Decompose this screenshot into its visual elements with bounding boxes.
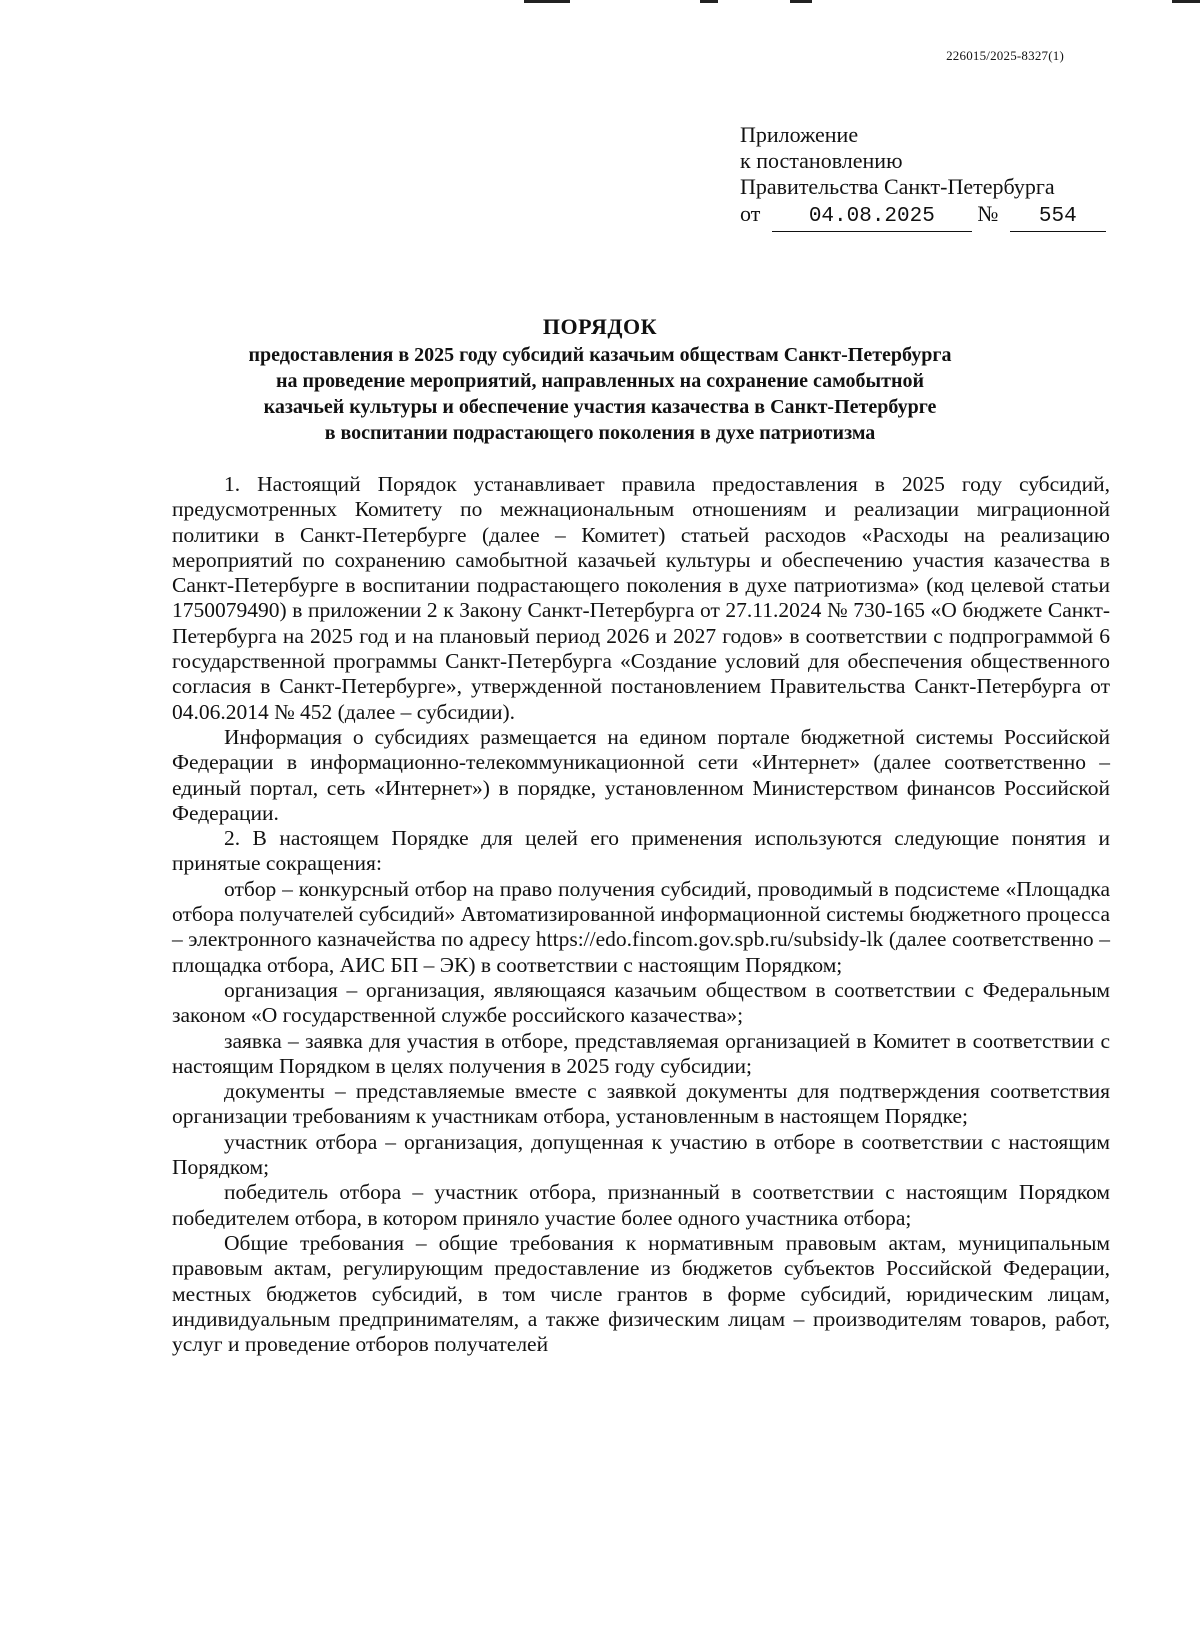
- paragraph-definition-organization: организация – организация, являющаяся казачьим обществом в соответствии с Федеральным законом «О государственной службе российского казачества»;: [172, 977, 1110, 1028]
- appendix-header: [740, 122, 1100, 232]
- paragraph-definition-application: заявка – заявка для участия в отборе, представляемая организацией в Комитет в соответствии с настоящим Порядком в целях получения в 2025 году субсидии;: [172, 1028, 1110, 1078]
- paragraph-definition-participant: участник отбора – организация, допущенная к участию в отборе в соответствии с настоящим Порядком;: [172, 1129, 1110, 1180]
- paragraph-definition-documents: документы – представляемые вместе с заявкой документы для подтверждения соответствия организации требованиям к участникам отбора, установленным в настоящем Порядке;: [172, 1079, 1110, 1129]
- scan-mark: [1172, 0, 1200, 3]
- appendix-line-3: Правительства Санкт-Петербурга: [740, 174, 1055, 199]
- document-title: [180, 312, 1020, 446]
- appendix-line-2: к постановлению: [740, 148, 903, 173]
- paragraph-1: 1. Настоящий Порядок устанавливает правила предоставления в 2025 году субсидий, предусмотренных Комитету по межнациональным отношениям и реализации миграционной политики в Санкт-Петербурге (далее – Комитет) статьей расходов «Расходы на реализацию мероприятий по сохранению самобытной казачьей культуры и обеспечению участия казачества в Санкт-Петербурге в воспитании подрастающего поколения в духе патриотизма» (код целевой статьи 1750079490) в приложении 2 к Закону Санкт-Петербурга от 27.11.2024 № 730-165 «О бюджете Санкт-Петербурга на 2025 год и на плановый период 2026 и 2027 годов» в соответствии с подпрограммой 6 государственной программы Санкт-Петербурга «Создание условий для обеспечения общественного согласия в Санкт-Петербурге», утвержденной постановлением Правительства Санкт-Петербурга от 04.06.2014 № 452 (далее – субсидии).: [172, 472, 1110, 724]
- resolution-number: 554: [1010, 203, 1106, 232]
- title-line-2: на проведение мероприятий, направленных на сохранение самобытной: [275, 370, 924, 392]
- title-line-1: предоставления в 2025 году субсидий казачьим обществам Санкт-Петербурга: [248, 344, 952, 366]
- paragraph-definition-winner: победитель отбора – участник отбора, признанный в соответствии с настоящим Порядком победителем отбора, в котором приняло участие более одного участника отбора;: [172, 1180, 1110, 1230]
- title-line-4: в воспитании подрастающего поколения в духе патриотизма: [324, 422, 876, 444]
- scan-edge-artifacts: [0, 0, 1200, 6]
- document-body: [172, 472, 1110, 1357]
- scan-mark: [524, 0, 570, 3]
- paragraph-definition-general-requirements: Общие требования – общие требования к нормативным правовым актам, муниципальным правовым актам, регулирующим предоставление из бюджетов субъектов Российской Федерации, местных бюджетов субсидий, в том числе грантов в форме субсидий, юридическим лицам, индивидуальным предпринимателям, а также физическим лицам – производителям товаров, работ, услуг и проведение отборов получателей: [172, 1230, 1110, 1357]
- title-main: ПОРЯДОК: [542, 314, 658, 339]
- paragraph-3: 2. В настоящем Порядке для целей его применения используются следующие понятия и принятые сокращения:: [172, 826, 1110, 876]
- document-number: 226015/2025-8327(1): [946, 48, 1064, 63]
- paragraph-definition-selection: отбор – конкурсный отбор на право получения субсидий, проводимый в подсистеме «Площадка отбора получателей субсидий» Автоматизированной информационной системы бюджетного процесса – электронного казначейства по адресу https://edo.fincom.gov.spb.ru/subsidy-lk (далее соответственно – площадка отбора, АИС БП – ЭК) в соответствии с настоящим Порядком;: [172, 876, 1110, 977]
- paragraph-2: Информация о субсидиях размещается на едином портале бюджетной системы Российской Федерации в информационно-телекоммуникационной сети «Интернет» (далее соответственно – единый портал, сеть «Интернет») в порядке, установленном Министерством финансов Российской Федерации.: [172, 724, 1110, 825]
- scan-mark: [700, 0, 718, 3]
- appendix-line-1: Приложение: [740, 122, 859, 147]
- appendix-date-line: [740, 200, 1100, 232]
- title-line-3: казачьей культуры и обеспечение участия казачества в Санкт-Петербурге: [263, 396, 937, 418]
- date-prefix: от: [740, 201, 761, 226]
- scan-mark: [790, 0, 812, 3]
- number-prefix: №: [977, 201, 999, 226]
- resolution-date: 04.08.2025: [772, 203, 972, 232]
